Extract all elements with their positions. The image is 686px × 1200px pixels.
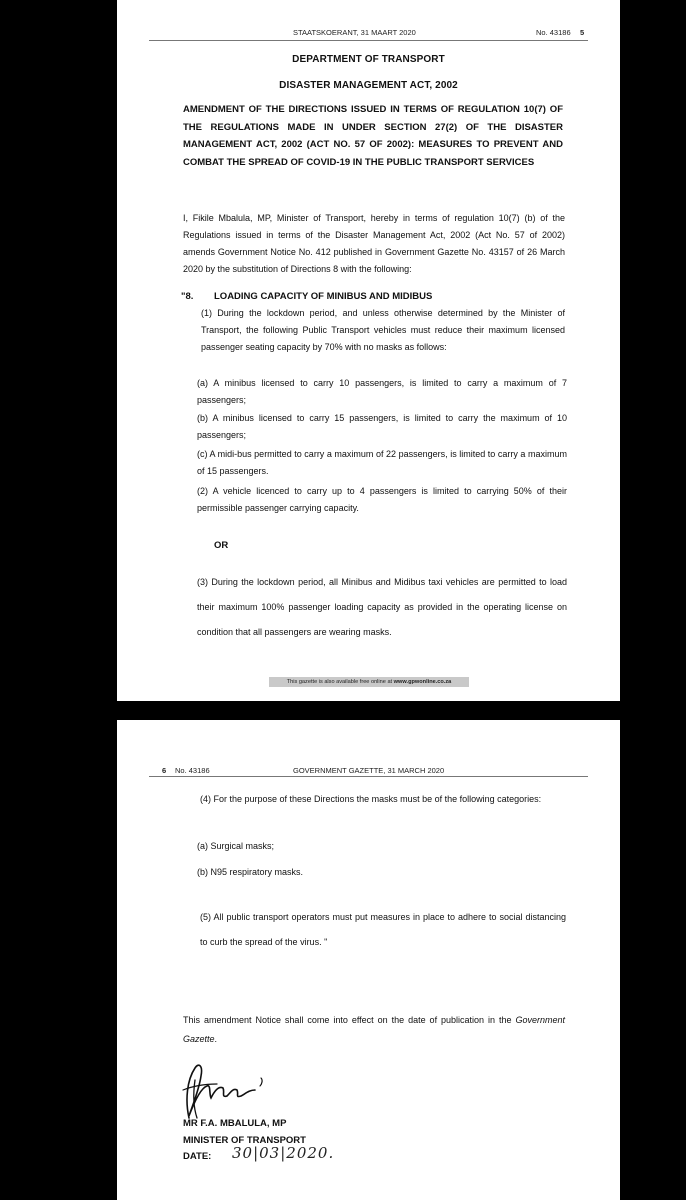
clause-2: (2) A vehicle licenced to carry up to 4 passengers is limited to carrying 50% of their permissible passenger carrying capacity. (197, 486, 567, 513)
page-number: 6 (162, 766, 167, 775)
section-number: "8. (181, 291, 194, 302)
signatory-title: MINISTER OF TRANSPORT (183, 1135, 306, 1146)
clause-1-item-b: (b) A minibus licensed to carry 15 passengers, is limited to carry the maximum of 10 passengers; (197, 413, 567, 440)
clause-4: (4) For the purpose of these Directions the masks must be of the following categories: (200, 794, 542, 804)
footer-link[interactable]: www.gpwonline.co.za (393, 679, 452, 685)
clause-4-item-b: (b) N95 respiratory masks. (197, 867, 304, 877)
gazette-footer (269, 677, 469, 687)
page-header-title: STAATSKOERANT, 31 MAART 2020 (293, 28, 416, 37)
clause-3: (3) During the lockdown period, all Minibus and Midibus taxi vehicles are permitted to load their maximum 100% passenger loading capacity as provided in the operating license on condition that all passengers are wearing masks. (197, 577, 567, 637)
page-number: 5 (580, 28, 585, 37)
clause-1: (1) During the lockdown period, and unless otherwise determined by the Minister of Transport, the following Public Transport vehicles must reduce their maximum licensed passenger seating capacity by 70% with no masks as follows: (201, 308, 565, 352)
amendment-title: AMENDMENT OF THE DIRECTIONS ISSUED IN TERMS OF REGULATION 10(7) OF THE REGULATIONS MADE IN UNDER SECTION 27(2) OF THE DISASTER MANAGEMENT ACT, 2002 (ACT NO. 57 OF 2002): MEASURES TO PREVENT AND COMBAT THE SPREAD OF COVID-19 IN THE PUBLIC TRANSPORT SERVICES (183, 104, 563, 168)
gazette-page-5 (117, 0, 620, 701)
page-header-title: GOVERNMENT GAZETTE, 31 MARCH 2020 (293, 766, 445, 775)
footer-text: This gazette is also available free online at (286, 679, 394, 685)
department-heading: DEPARTMENT OF TRANSPORT (292, 54, 445, 65)
signatory-name: MR F.A. MBALULA, MP (183, 1118, 287, 1129)
section-title: LOADING CAPACITY OF MINIBUS AND MIDIBUS (214, 291, 433, 302)
clause-4-item-a: (a) Surgical masks; (197, 841, 275, 851)
gazette-page-6 (117, 720, 620, 1200)
header-rule (149, 776, 588, 777)
date-handwritten: 30|03|2020. (232, 1144, 335, 1162)
clause-1-item-c: (c) A midi-bus permitted to carry a maximum of 22 passengers, is limited to carry a maximum of 15 passengers. (197, 449, 567, 476)
or-label: OR (214, 540, 229, 551)
signature-image (175, 1060, 295, 1122)
effect-text: This amendment Notice shall come into effect on the date of publication in the (183, 1015, 512, 1025)
date-label: DATE: (183, 1151, 212, 1162)
page-header-number: No. 43186 (536, 28, 571, 37)
effect-gazette-name: Government Gazette (183, 1015, 565, 1044)
page-header-number: No. 43186 (175, 766, 210, 775)
effect-end: . (214, 1034, 218, 1044)
header-rule (149, 40, 588, 41)
act-heading: DISASTER MANAGEMENT ACT, 2002 (279, 80, 458, 91)
intro-paragraph: I, Fikile Mbalula, MP, Minister of Transport, hereby in terms of regulation 10(7) (b) of the Regulations issued in terms of the Disaster Management Act, 2002 (Act No. 57 of 2002) amends Government Notice No. 412 published in Government Gazette No. 43157 of 26 March 2020 by the substitution of Directions 8 with the following: (183, 213, 565, 274)
effect-statement (183, 1011, 565, 1049)
clause-1-item-a: (a) A minibus licensed to carry 10 passengers, is limited to carry a maximum of 7 passengers; (197, 378, 567, 405)
clause-5: (5) All public transport operators must put measures in place to adhere to social distancing to curb the spread of the virus. " (200, 912, 566, 947)
